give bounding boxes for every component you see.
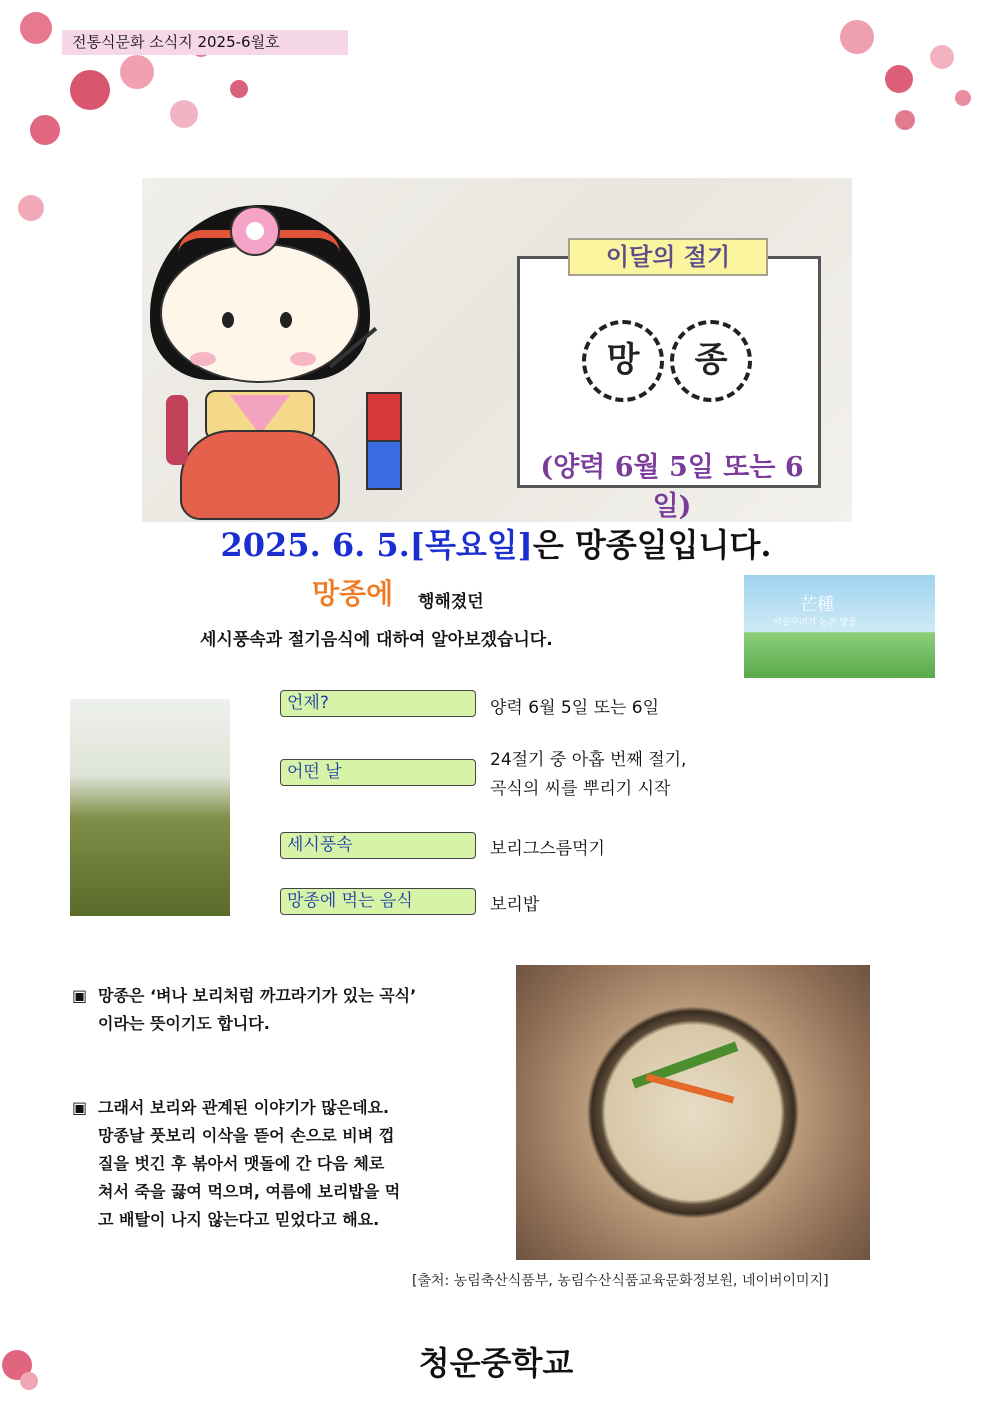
intro-term: 망종에 — [312, 577, 394, 610]
value-custom: 보리그스름먹기 — [490, 839, 605, 859]
headline — [0, 520, 992, 566]
note-1-marker: ▣ — [72, 986, 88, 1005]
thumb-title: 芒種 — [800, 595, 834, 615]
note-1-line2: 이라는 뜻이기도 합니다. — [98, 1014, 270, 1033]
label-what-day: 어떤 날 — [280, 759, 476, 786]
thumb-caption: 이슬꾸러기 논은 망종 — [773, 618, 857, 628]
barley-rice-bowl-image — [516, 965, 870, 1260]
value-food: 보리밥 — [490, 895, 540, 915]
value-what-day-line2: 곡식의 씨를 뿌리기 시작 — [490, 779, 671, 799]
newsletter-tag: 전통식문화 소식지 2025-6월호 — [62, 30, 348, 55]
label-food: 망종에 먹는 음식 — [280, 888, 476, 915]
headline-date: 2025. 6. 5.[목요일] — [220, 526, 533, 564]
label-when: 언제? — [280, 690, 476, 717]
intro-line: 세시풍속과 절기음식에 대하여 알아보겠습니다. — [200, 630, 553, 650]
note-2-marker: ▣ — [72, 1098, 88, 1117]
note-2-line3: 질을 벗긴 후 볶아서 맷돌에 간 다음 체로 — [98, 1154, 385, 1173]
barley-field-image — [70, 699, 230, 916]
value-what-day-line1: 24절기 중 아홉 번째 절기, — [490, 750, 687, 770]
mang-badge: 망 — [582, 320, 664, 402]
note-2-line2: 망종날 풋보리 이삭을 뜯어 손으로 비벼 껍 — [98, 1126, 395, 1145]
solar-term-date: (양력 6월 5일 또는 6일) — [540, 452, 804, 522]
jong-badge: 종 — [670, 320, 752, 402]
source-credit: [출처: 농림축산식품부, 농림수산식품교육문화정보원, 네이버이미지] — [412, 1273, 829, 1289]
value-when: 양력 6월 5일 또는 6일 — [490, 698, 660, 718]
note-2-line4: 쳐서 죽을 끓여 먹으며, 여름에 보리밥을 먹 — [98, 1182, 401, 1201]
label-custom: 세시풍속 — [280, 832, 476, 859]
intro-term-suffix: 행해졌던 — [418, 592, 484, 612]
note-2-line1: 그래서 보리와 관계된 이야기가 많은데요. — [98, 1098, 390, 1117]
school-name: 청운중학교 — [418, 1344, 574, 1382]
note-1-line1: 망종은 ‘벼나 보리처럼 까끄라기가 있는 곡식’ — [98, 986, 417, 1005]
solar-term-title: 이달의 절기 — [568, 238, 768, 276]
headline-rest: 은 망종일입니다. — [532, 526, 772, 564]
note-2-line5: 고 배탈이 나지 않는다고 믿었다고 해요. — [98, 1210, 380, 1229]
